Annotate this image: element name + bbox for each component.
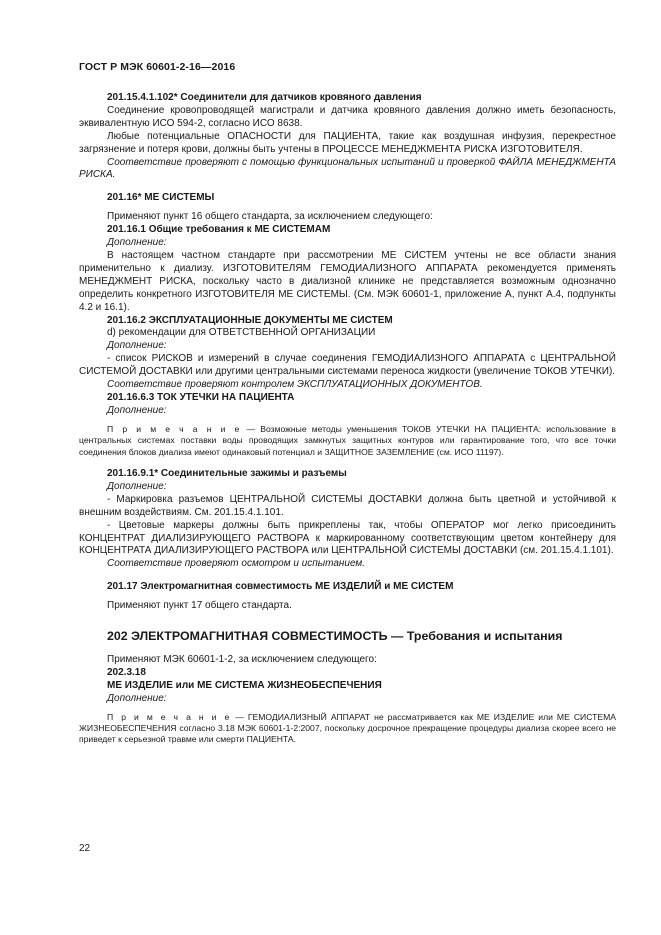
note <box>79 424 616 458</box>
page-number: 22 <box>79 843 91 854</box>
subsection-title: 201.16.1 Общие требования к МЕ СИСТЕМАМ <box>107 224 331 236</box>
document-body <box>79 92 616 746</box>
section-title: 201.16.9.1* Соединительные зажимы и разъемы <box>107 467 347 479</box>
paragraph: Применяют МЭК 60601-1-2, за исключением следующего: <box>107 654 377 666</box>
section-title: 201.17 Электромагнитная совместимость МЕ ИЗДЕЛИЙ и МЕ СИСТЕМ <box>107 581 454 593</box>
subsection-title: 201.16.2 ЭКСПЛУАТАЦИОННЫЕ ДОКУМЕНТЫ МЕ СИСТЕМ <box>107 314 393 326</box>
paragraph: Соединение кровопроводящей магистрали и датчика кровяного давления должно иметь безопасность, эквивалентную ИСО 594-2, согласно ИСО 8638. <box>79 104 616 129</box>
addition-label: Дополнение: <box>107 340 167 352</box>
note-text: — ГЕМОДИАЛИЗНЫЙ АППАРАТ не рассматривается как МЕ ИЗДЕЛИЕ или МЕ СИСТЕМА ЖИЗНЕОБЕСПЕЧЕНИЯ согласно 3.18 МЭК 60601-1-2:2007, поскольку досрочное прекращение процедуры диализа скорее всего не приведет к серьезной травме или смерти ПАЦИЕНТА. <box>79 711 616 745</box>
paragraph: d) рекомендации для ОТВЕТСТВЕННОЙ ОРГАНИЗАЦИИ <box>107 327 376 339</box>
addition-label: Дополнение: <box>107 692 167 704</box>
compliance-paragraph: Соответствие проверяют с помощью функциональных испытаний и проверкой ФАЙЛА МЕНЕДЖМЕНТА РИСКА. <box>79 156 616 181</box>
paragraph: - Цветовые маркеры должны быть прикреплены так, чтобы ОПЕРАТОР мог легко присоединить КОНЦЕНТРАТ ДИАЛИЗИРУЮЩЕГО РАСТВОРА к маркированному соответствующим цветом контейнеру для КОНЦЕНТРАТА ДИАЛИЗИРУЮЩЕГО РАСТВОРА или ЦЕНТРАЛЬНОЙ СИСТЕМЫ ДОСТАВКИ (см. 201.15.4.1.101). <box>79 519 616 557</box>
subsection-title: 201.16.6.3 ТОК УТЕЧКИ НА ПАЦИЕНТА <box>107 391 295 403</box>
paragraph: Применяют пункт 17 общего стандарта. <box>107 600 292 612</box>
addition-label: Дополнение: <box>107 404 167 416</box>
paragraph: Любые потенциальные ОПАСНОСТИ для ПАЦИЕНТА, такие как воздушная инфузия, перекрестное загрязнение и потеря крови, должны быть учтены в ПРОЦЕССЕ МЕНЕДЖМЕНТА РИСКА ИЗГОТОВИТЕЛЯ. <box>79 130 616 155</box>
addition-label: Дополнение: <box>107 480 167 492</box>
compliance-paragraph: Соответствие проверяют контролем ЭКСПЛУАТАЦИОННЫХ ДОКУМЕНТОВ. <box>107 379 483 391</box>
section-title: 201.15.4.1.102* Соединители для датчиков кровяного давления <box>107 92 422 103</box>
paragraph: - Маркировка разъемов ЦЕНТРАЛЬНОЙ СИСТЕМЫ ДОСТАВКИ должна быть цветной и устойчивой к внешним воздействиям. См. 201.15.4.1.101. <box>79 493 616 518</box>
subsection-title: 202.3.18 <box>107 666 146 678</box>
note <box>79 712 616 746</box>
note-label: П р и м е ч а н и е <box>107 711 232 722</box>
note-text: — Возможные методы уменьшения ТОКОВ УТЕЧКИ НА ПАЦИЕНТА: использование в центральных системах поставки воды проводящих замкнутых защитных контуров или гарантирование того, что все точки соединения блоков диализа имеют одинаковый потенциал и ЗАЩИТНОЕ ЗАЗЕМЛЕНИЕ (см. ИСО 11197). <box>79 423 616 457</box>
subsection-title: МЕ ИЗДЕЛИЕ или МЕ СИСТЕМА ЖИЗНЕОБЕСПЕЧЕНИЯ <box>107 679 382 691</box>
compliance-paragraph: Соответствие проверяют осмотром и испытанием. <box>107 558 366 570</box>
chapter-title: 202 ЭЛЕКТРОМАГНИТНАЯ СОВМЕСТИМОСТЬ — Требования и испытания <box>107 629 563 644</box>
section-title: 201.16* МЕ СИСТЕМЫ <box>107 192 215 204</box>
addition-label: Дополнение: <box>107 237 167 249</box>
paragraph: В настоящем частном стандарте при рассмотрении МЕ СИСТЕМ учтены не все области знания применительно к диализу. ИЗГОТОВИТЕЛЯМ ГЕМОДИАЛИЗНОГО АППАРАТА рекомендуется применять МЕНЕДЖМЕНТ РИСКА, поскольку часто в диализной клинике не представляется возможным однозначно определить конкретного ИЗГОТОВИТЕЛЯ МЕ СИСТЕМЫ. (См. МЭК 60601-1, приложение А, пункт А.4, подпункты 4.2 и 16.1). <box>79 249 616 313</box>
note-label: П р и м е ч а н и е <box>107 423 242 434</box>
paragraph: Применяют пункт 16 общего стандарта, за исключением следующего: <box>107 211 433 223</box>
paragraph: - список РИСКОВ и измерений в случае соединения ГЕМОДИАЛИЗНОГО АППАРАТА с ЦЕНТРАЛЬНОЙ СИСТЕМОЙ ДОСТАВКИ или другими центральными системами переноса жидкости (увеличение ТОКОВ УТЕЧКИ). <box>79 353 616 378</box>
standard-header: ГОСТ Р МЭК 60601-2-16—2016 <box>79 61 236 73</box>
